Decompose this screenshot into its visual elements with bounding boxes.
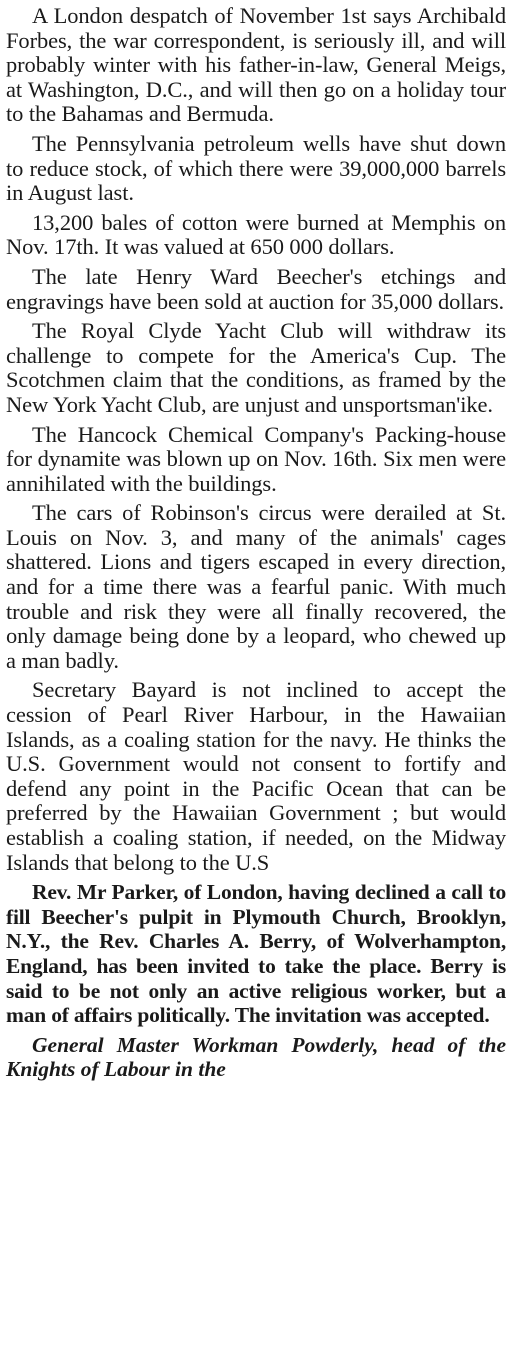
paragraph-pearl-harbour: Secretary Bayard is not inclined to accept the cession of Pearl River Harbour, in the Hawaiian Islands, as a coaling station for the navy. He thinks the U.S. Government would not consent to fortify and defend any point in the Pacific Ocean that can be preferred by the Hawaiian Government ; but would establish a coaling station, if needed, on the Midway Islands that belong to the U.S (6, 677, 506, 875)
paragraph-hancock-chemical: The Hancock Chemical Company's Packing-house for dynamite was blown up on Nov. 16th. Six men were annihilated with the buildings. (6, 421, 506, 496)
paragraph-robinson-circus: The cars of Robinson's circus were derailed at St. Louis on Nov. 3, and many of the animals' cages shattered. Lions and tigers escaped in every direction, and for a time there was a fearful panic. With much trouble and risk they were all finally recovered, the only damage being done by a leopard, who chewed up a man badly. (6, 500, 506, 673)
paragraph-petroleum: The Pennsylvania petroleum wells have shut down to reduce stock, of which there were 39,000,000 barrels in August last. (6, 130, 506, 206)
paragraph-parker-berry: Rev. Mr Parker, of London, having declined a call to fill Beecher's pulpit in Plymouth Church, Brooklyn, N.Y., the Rev. Charles A. Berry, of Wolverhampton, England, has been invited to take the place. Berry is said to be not only an active religious worker, but a man of affairs politically. The invitation was accepted. (6, 880, 506, 1028)
paragraph-beecher-etchings: The late Henry Ward Beecher's etchings and engravings have been sold at auction for 35,000 dollars. (6, 263, 506, 314)
paragraph-powderly: General Master Workman Powderly, head of the Knights of Labour in the (6, 1032, 506, 1082)
paragraph-cotton: 13,200 bales of cotton were burned at Memphis on Nov. 17th. It was valued at 650 000 dollars. (6, 209, 506, 260)
paragraph-forbes: A London despatch of November 1st says Archibald Forbes, the war correspondent, is seriously ill, and will probably winter with his father-in-law, General Meigs, at Washington, D.C., and will then go on a holiday tour to the Bahamas and Bermuda. (6, 3, 506, 127)
paragraph-yacht-club: The Royal Clyde Yacht Club will withdraw its challenge to compete for the America's Cup. The Scotchmen claim that the conditions, as framed by the New York Yacht Club, are unjust and unsportsman'ike. (6, 318, 506, 417)
newspaper-column (6, 0, 506, 1082)
